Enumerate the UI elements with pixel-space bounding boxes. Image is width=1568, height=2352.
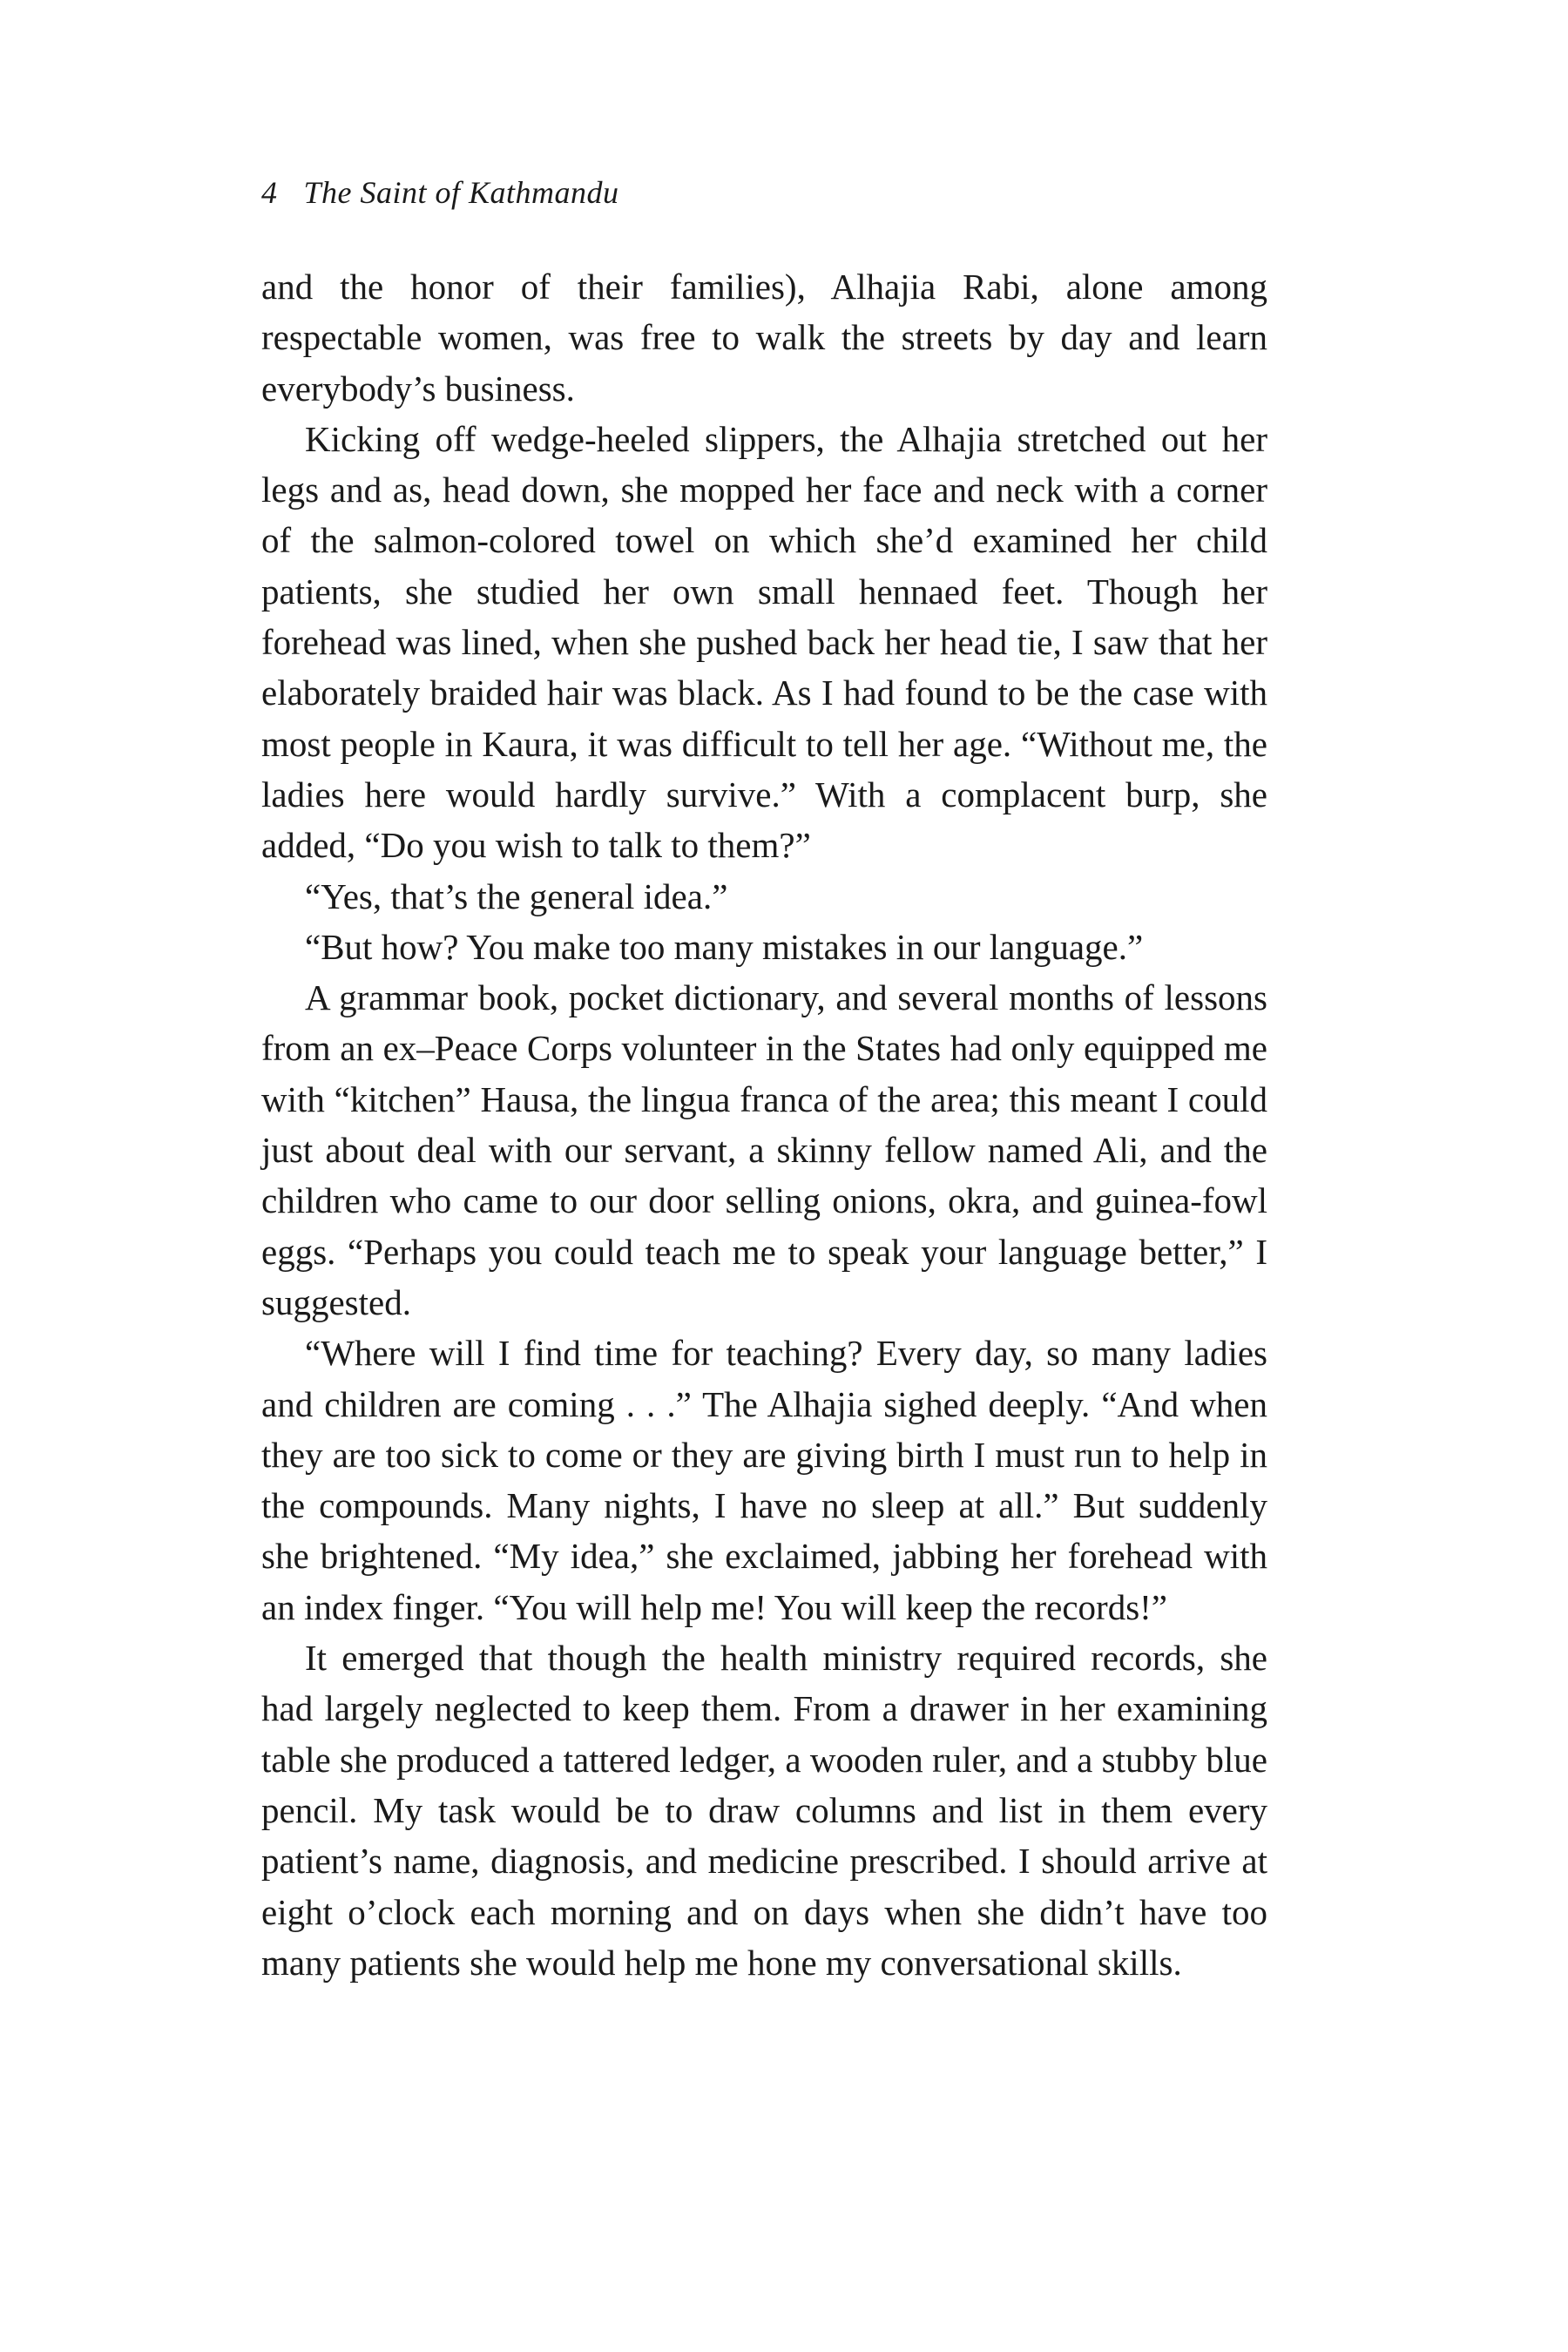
- book-title: The Saint of Kathmandu: [303, 175, 619, 210]
- paragraph-1: and the honor of their families), Alhajia Rabi, alone among respectable women, was free to walk the streets by day and learn everybody’s business.: [261, 267, 1267, 409]
- paragraph-2: Kicking off wedge-heeled slippers, the Alhajia stretched out her legs and as, head down, she mopped her face and neck with a corner of the salmon-colored towel on which she’d examined her child patients, she studied her own small hennaed feet. Though her forehead was lined, when she pushed back her head tie, I saw that her elaborately braided hair was black. As I had found to be the case with most people in Kaura, it was difficult to tell her age. “Without me, the ladies here would hardly survive.” With a complacent burp, she added, “Do you wish to talk to them?”: [261, 418, 1267, 866]
- body-text: [261, 261, 1267, 1988]
- paragraph-6: “Where will I find time for teaching? Every day, so many ladies and children are coming . . .” The Alhajia sighed deeply. “And when they are too sick to come or they are giving birth I must run to help in the compounds. Many nights, I have no sleep at all.” But suddenly she brightened. “My idea,” she exclaimed, jabbing her forehead with an index finger. “You will help me! You will keep the records!”: [261, 1333, 1267, 1627]
- paragraph-4: “But how? You make too many mistakes in our language.”: [305, 926, 1144, 967]
- paragraph-5: A grammar book, pocket dictionary, and several months of lessons from an ex–Peace Corps volunteer in the States had only equipped me with “kitchen” Hausa, the lingua franca of the area; this meant I could just about deal with our servant, a skinny fellow named Ali, and the children who came to our door selling onions, okra, and guinea-fowl eggs. “Perhaps you could teach me to speak your language better,” I suggested.: [261, 977, 1267, 1322]
- running-head: [261, 174, 619, 211]
- paragraph-3: “Yes, that’s the general idea.”: [305, 875, 728, 916]
- paragraph-7: It emerged that though the health ministry required records, she had largely neglected to keep them. From a drawer in her examining table she produced a tattered ledger, a wooden ruler, and a stubby blue pencil. My task would be to draw columns and list in them every patient’s name, diagnosis, and medicine prescribed. I should arrive at eight o’clock each morning and on days when she didn’t have too many patients she would help me hone my conversational skills.: [261, 1638, 1267, 1983]
- page-number: 4: [261, 175, 278, 210]
